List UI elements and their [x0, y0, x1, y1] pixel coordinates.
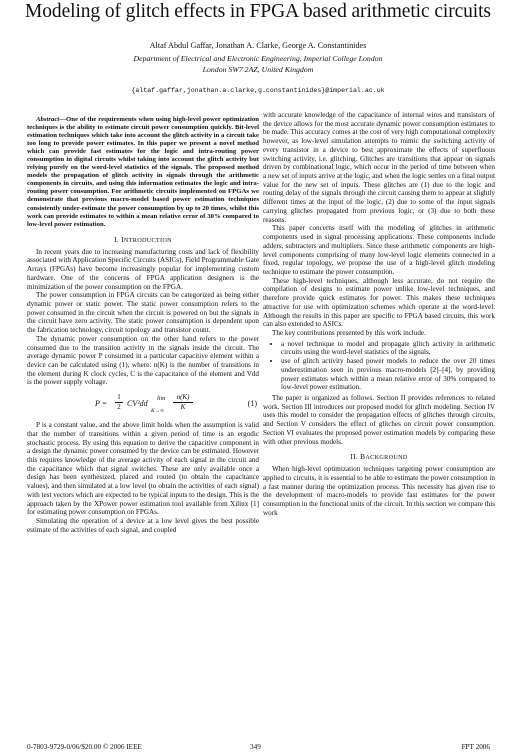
abstract-lead: Abstract [36, 116, 60, 123]
contribution-list [263, 340, 495, 392]
affiliation-line: Department of Electrical and Electronic Engineering, Imperial College London [133, 54, 383, 63]
equation-half: 1 2 [115, 393, 123, 412]
equation-fraction: n(K) K [173, 393, 193, 412]
affiliation-line: London SW7 2AZ, United Kingdom [202, 64, 314, 74]
equation-limit-subscript: K→∞ [151, 408, 165, 415]
equation-number: (1) [247, 399, 257, 409]
page-number: 349 [250, 743, 261, 751]
left-column [27, 116, 259, 712]
body-paragraph: The dynamic power consumption on the other hand refers to the power consumed due to the transition activity in the signals inside the circuit. The average dynamic power P consumed in a particular capacitive element within a device can be calculated using (1), where: n(K) is the number of transitions in the element during K clock cycles, C is the capacitance of the element and Vdd is the power supply voltage. [27, 334, 259, 387]
list-item: • a novel technique to model and propagate glitch activity in arithmetic circuits using the word-level statistics of the signals, [281, 340, 495, 357]
abstract-text: —One of the requirements when using high-level power optimization techniques is the ability to estimate circuit power consumption quickly. Bit-level estimation techniques which take into account the glitch activity in a circuit take too long to provide power estimates. In this paper we present a novel method which can provide fast estimates for the logic and intra-routing power consumption in digital circuits whilst taking into account the glitch activity but relying purely on the word-level statistics of the signals. The proposed method models the propagation of glitch activity in signals through the arithmetic components in circuits, and using this information estimates the logic and intra-routing power consumption. For arithmetic circuits implemented on FPGAs we demonstrate that previous macro-model based power estimation techniques consistently under-estimate the power consumption by up to 20 times, whilst this work can provide estimates to within a mean relative error of 30% compared to low-level power estimation. [27, 116, 259, 228]
footer-conference: FPT 2006 [461, 743, 490, 751]
body-paragraph: When high-level optimization techniques targeting power consumption are applied to circuits, it is essential to be able to estimate the power consumption in a fast manner during the optimization process. This necessity has given rise to the development of macro-models to provide fast estimates for the power consumption in the functional units of the circuit. In this section we compare this work [263, 465, 495, 517]
list-item: • use of glitch activity based power models to reduce the over 20 times underestimation seen in previous macro-models [2]–[4], by providing power estimates which within a mean relative error of 30% compared to low-level power estimation. [281, 357, 495, 392]
equation-1 [27, 391, 259, 417]
footer-copyright: 0-7803-9729-0/06/$20.00 © 2006 IEEE [27, 743, 142, 751]
equation-lhs: P = [95, 399, 108, 409]
paper-title: Modeling of glitch effects in FPGA based arithmetic circuits [25, 1, 491, 22]
body-paragraph: The paper is organized as follows. Section II provides references to related work. Section III introduces our proposed model for glitch modeling. Section IV uses this model to consider the propagation effects of glitches through circuits, and Section V considers the effect of glitches on circuit power consumption. Section VI evaluates the proposed power estimation models by comparing these with other previous models. [263, 394, 495, 446]
body-paragraph: P is a constant value, and the above limit holds when the assumption is valid that the number of transitions within a given period of time is an ergodic stochastic process. By using this equation to derive the capacitive component in a design the dynamic power consumed by the device can be estimated. However this requires knowledge of the average activity of each signal in the circuit and the capacitance which that signal switches. These are only available once a design has been synthesized, placed and routed (to obtain the capacitance values), and then simulated at a low level (to obtain the activities of each signal) with test vectors which are expected to be typical inputs to the design. This is the approach taken by the XPower power estimation tool available from Xilinx [1] for estimating power consumption on FPGAs. [27, 421, 259, 517]
section-heading-background: II. BACKGROUND [350, 452, 408, 462]
author-list: Altaf Abdul Gaffar, Jonathan A. Clarke, George A. Constantinides [149, 41, 367, 50]
body-paragraph: The key contributions presented by this work include. [272, 328, 426, 337]
equation-body: CV²dd [127, 399, 148, 409]
equation-limit: lim [157, 395, 166, 403]
abstract [27, 116, 259, 229]
body-paragraph: This paper concerns itself with the modeling of glitches in arithmetic components used in signal processing applications. These components include adders, subtracters and multipliers. Since these arithmetic components are high-level components comprising of many low-level logic elements connected in a fixed, regular topology, we propose the use of a high-level glitch modeling technique to estimate the power consumption. [263, 224, 495, 276]
right-column [263, 111, 495, 712]
author-emails: {altaf.gaffar,jonathan.a.clarke,g.constantinides}@imperial.ac.uk [131, 87, 385, 94]
section-heading-introduction: I. INTRODUCTION [114, 234, 172, 244]
affiliation [0, 54, 516, 75]
body-paragraph: These high-level techniques, although less accurate, do not require the compilation of designs to estimate power unlike low-level techniques, and therefore provide quick estimates for power. This makes these techniques attractive for use with optimization schemes which operate at the word-level. Although the results in this paper are specific to FPGA based circuits, this work can also extended to ASICs. [263, 276, 495, 329]
body-paragraph: The power consumption in FPGA circuits can be categorized as being either dynamic power or static power. The static power consumption refers to the power consumed in the circuit when the circuit is powered on but the signals in the circuit have zero activity. The static power consumption is dependent upon the fabrication technology, circuit topology and transistor count. [27, 291, 259, 335]
body-paragraph: with accurate knowledge of the capacitance of internal wires and transistors of the device allows for the most accurate dynamic power consumption estimates to be made. This accuracy comes at the cost of very high computational complexity however, as low-level simulation attempts to mimic the switching activity of every transistor in a device to best approximate the effects of superfluous switching activity, i.e. glitching. Glitches are transitions that appear on signals driven by combinational logic, which occur in the period of time between when a new set of inputs arrive at the logic, and when the logic settles on a final output value for the new set of inputs. These glitches are (1) due to the logic and routing delay of the signals through the circuit causing them to appear at slightly different times at the input of the logic, (2) due to some of the input signals carrying glitches propagated from previous logic, or (3) due to both these reasons. [263, 111, 495, 224]
body-paragraph: In recent years due to increasing manufacturing costs and lack of flexibility associated with Application Specific Circuits (ASICs), Field Programmable Gate Arrays (FPGAs) have become increasingly popular for implementing custom hardware. One of the concerns of FPGA application designers is the minimization of the power consumption on the FPGA. [27, 247, 259, 291]
body-paragraph: Simulating the operation of a device at a low level gives the best possible estimate of the activities of each signal, and coupled [27, 517, 259, 534]
